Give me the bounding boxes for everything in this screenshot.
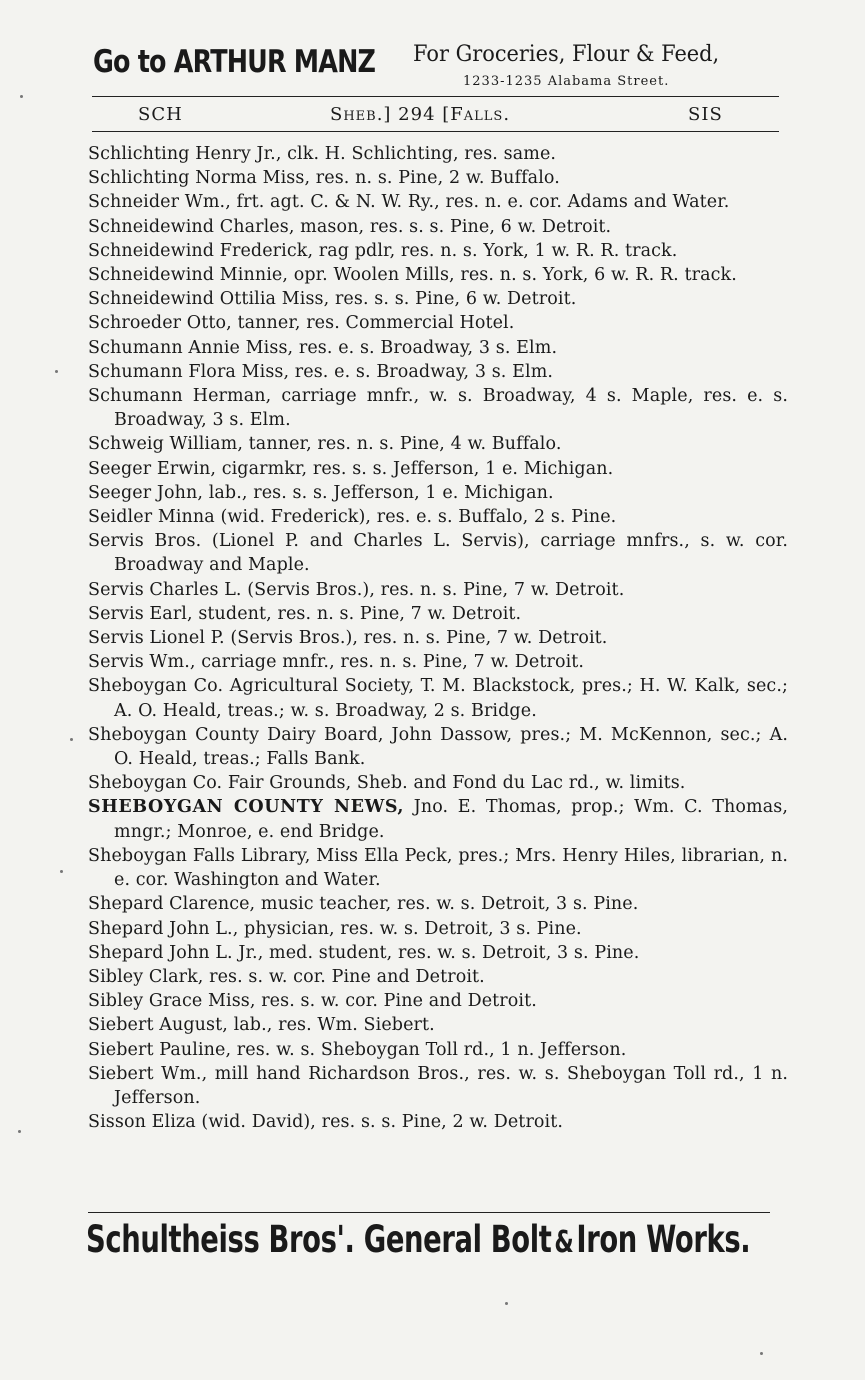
top-advertisement	[93, 40, 783, 90]
news-entry-rest: Jno. E. Thomas, prop.; Wm. C. Thomas, mngr.; Monroe, e. end Bridge.	[114, 797, 788, 842]
list-item: Schweig William, tanner, res. n. s. Pine, 4 w. Buffalo.	[88, 434, 562, 455]
list-item: Seidler Minna (wid. Frederick), res. e. s. Buffalo, 2 s. Pine.	[88, 507, 617, 528]
news-entry-lead: SHEBOYGAN COUNTY NEWS,	[88, 797, 405, 818]
running-header	[100, 104, 780, 130]
top-rule	[92, 96, 779, 97]
list-item: Schroeder Otto, tanner, res. Commercial Hotel.	[88, 313, 515, 334]
list-item: Sheboygan Co. Fair Grounds, Sheb. and Fond du Lac rd., w. limits.	[88, 773, 686, 794]
print-speck	[505, 1302, 508, 1305]
top-ad-headline: Go to ARTHUR MANZ	[93, 44, 376, 80]
list-item: Seeger Erwin, cigarmkr, res. s. s. Jefferson, 1 e. Michigan.	[88, 458, 614, 479]
list-item: Schlichting Henry Jr., clk. H. Schlichting, res. same.	[88, 144, 557, 164]
list-item: Servis Bros. (Lionel P. and Charles L. Servis), carriage mnfrs., s. w. cor. Broadway and Maple.	[88, 531, 788, 576]
list-item: Schneidewind Frederick, rag pdlr, res. n. s. York, 1 w. R. R. track.	[88, 240, 678, 261]
list-item: Schneider Wm., frt. agt. C. & N. W. Ry., res. n. e. cor. Adams and Water.	[88, 192, 730, 213]
list-item: Schumann Herman, carriage mnfr., w. s. Broadway, 4 s. Maple, res. e. s. Broadway, 3 s. Elm.	[88, 386, 788, 431]
list-item: Servis Wm., carriage mnfr., res. n. s. Pine, 7 w. Detroit.	[88, 652, 585, 673]
list-item: Servis Lionel P. (Servis Bros.), res. n. s. Pine, 7 w. Detroit.	[88, 628, 608, 649]
list-item: Shepard John L., physician, res. w. s. Detroit, 3 s. Pine.	[88, 918, 582, 939]
header-center: Sheb.] 294 [Falls.	[330, 104, 511, 125]
list-item: Schneidewind Ottilia Miss, res. s. s. Pine, 6 w. Detroit.	[88, 289, 577, 310]
list-item: Sibley Clark, res. s. w. cor. Pine and Detroit.	[88, 966, 485, 987]
print-speck	[20, 95, 23, 98]
list-item: Schneidewind Charles, mason, res. s. s. Pine, 6 w. Detroit.	[88, 216, 612, 237]
bottom-rule	[88, 1212, 770, 1213]
list-item: Shepard John L. Jr., med. student, res. w. s. Detroit, 3 s. Pine.	[88, 942, 640, 963]
top-ad-tagline: For Groceries, Flour & Feed,	[413, 42, 720, 67]
list-item: Servis Earl, student, res. n. s. Pine, 7 w. Detroit.	[88, 603, 522, 624]
print-speck	[18, 1130, 21, 1133]
print-speck	[70, 738, 73, 741]
header-right: SIS	[688, 104, 723, 125]
list-item: Siebert Pauline, res. w. s. Sheboygan Toll rd., 1 n. Jefferson.	[88, 1039, 627, 1060]
list-item: Sheboygan Falls Library, Miss Ella Peck, pres.; Mrs. Henry Hiles, librarian, n. e. cor. Washington and Water.	[88, 845, 788, 891]
directory-entries	[88, 142, 788, 1134]
bottom-ad-part2: Iron Works.	[576, 1218, 751, 1261]
print-speck	[60, 870, 63, 873]
bottom-ad-part1: Schultheiss Bros'. General Bolt	[86, 1218, 552, 1261]
top-ad-address: 1233-1235 Alabama Street.	[463, 74, 670, 89]
bottom-advertisement	[86, 1218, 751, 1268]
list-item: Sisson Eliza (wid. David), res. s. s. Pine, 2 w. Detroit.	[88, 1112, 564, 1133]
list-item-news	[88, 795, 788, 843]
list-item: Schumann Annie Miss, res. e. s. Broadway, 3 s. Elm.	[88, 337, 558, 358]
print-speck	[55, 370, 58, 373]
print-speck	[760, 1352, 763, 1355]
list-item: Siebert August, lab., res. Wm. Siebert.	[88, 1015, 435, 1036]
list-item: Servis Charles L. (Servis Bros.), res. n. s. Pine, 7 w. Detroit.	[88, 579, 625, 600]
list-item: Sheboygan County Dairy Board, John Dassow, pres.; M. McKennon, sec.; A. O. Heald, treas.; Falls Bank.	[88, 724, 788, 770]
list-item: Siebert Wm., mill hand Richardson Bros., res. w. s. Sheboygan Toll rd., 1 n. Jefferson.	[88, 1063, 788, 1108]
list-item: Sheboygan Co. Agricultural Society, T. M. Blackstock, pres.; H. W. Kalk, sec.; A. O. Heald, treas.; w. s. Broadway, 2 s. Bridge.	[88, 676, 788, 721]
header-rule	[92, 131, 779, 132]
list-item: Shepard Clarence, music teacher, res. w. s. Detroit, 3 s. Pine.	[88, 894, 639, 915]
list-item: Seeger John, lab., res. s. s. Jefferson, 1 e. Michigan.	[88, 482, 554, 503]
list-item: Schumann Flora Miss, res. e. s. Broadway, 3 s. Elm.	[88, 361, 554, 382]
bottom-ad-ampersand: &	[554, 1225, 574, 1260]
list-item: Schneidewind Minnie, opr. Woolen Mills, res. n. s. York, 6 w. R. R. track.	[88, 265, 737, 286]
list-item: Sibley Grace Miss, res. s. w. cor. Pine and Detroit.	[88, 991, 537, 1012]
list-item: Schlichting Norma Miss, res. n. s. Pine, 2 w. Buffalo.	[88, 168, 560, 189]
header-left: SCH	[138, 104, 183, 125]
